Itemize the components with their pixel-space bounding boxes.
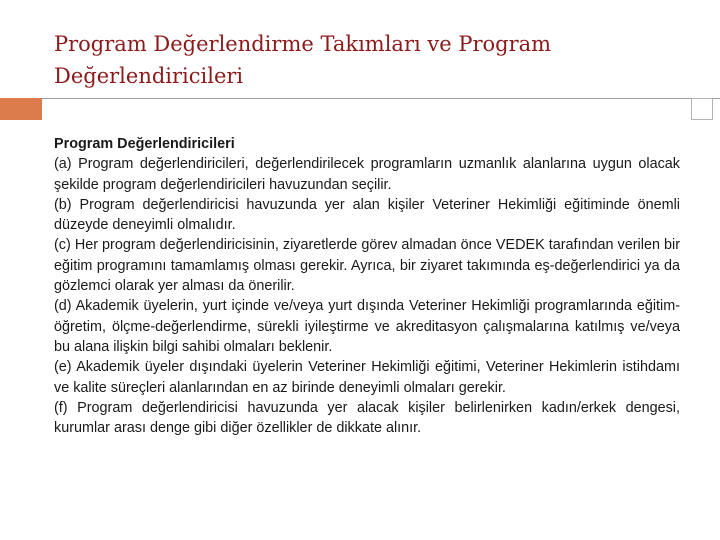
paragraph-c: (c) Her program değerlendiricisinin, ziyaretlerde görev almadan önce VEDEK tarafından verilen bir eğitim programını tamamlamış olması gerekir. Ayrıca, bir ziyaret takımında eş-değerlendirici ya da gözlemci olarak yer alması da önerilir. — [54, 237, 680, 295]
paragraph-e: (e) Akademik üyeler dışındaki üyelerin Veteriner Hekimliği eğitimi, Veteriner Hekimlerin istihdamı ve kalite süreçleri alanlarından en az birinde deneyimli olmaları gerekir. — [54, 359, 680, 396]
paragraph-d: (d) Akademik üyelerin, yurt içinde ve/veya yurt dışında Veteriner Hekimliği programlarında eğitim-öğretim, ölçme-değerlendirme, sürekli iyileştirme ve akreditasyon çalışmalarına katılmış ve/veya bu alana ilişkin bilgi sahibi olmaları beklenir. — [54, 298, 680, 355]
slide-title: Program Değerlendirme Takımları ve Program Değerlendiricileri — [54, 32, 552, 88]
paragraph-b: (b) Program değerlendiricisi havuzunda yer alan kişiler Veteriner Hekimliği eğitiminde önemli düzeyde deneyimli olmalıdır. — [54, 196, 680, 234]
accent-bar — [0, 98, 42, 120]
paragraph-f: (f) Program değerlendiricisi havuzunda yer alacak kişiler belirlenirken kadın/erkek dengesi, kurumlar arası denge gibi diğer özellikler de dikkate alınır. — [54, 399, 680, 437]
content-body — [54, 134, 680, 438]
divider-end-box — [691, 98, 713, 120]
paragraph-a: (a) Program değerlendiricileri, değerlendirilecek programların uzmanlık alanlarına uygun olacak şekilde program değerlendiricileri havuzundan seçilir. — [54, 156, 680, 193]
section-heading: Program Değerlendiricileri — [54, 136, 235, 152]
title-divider — [0, 98, 720, 99]
